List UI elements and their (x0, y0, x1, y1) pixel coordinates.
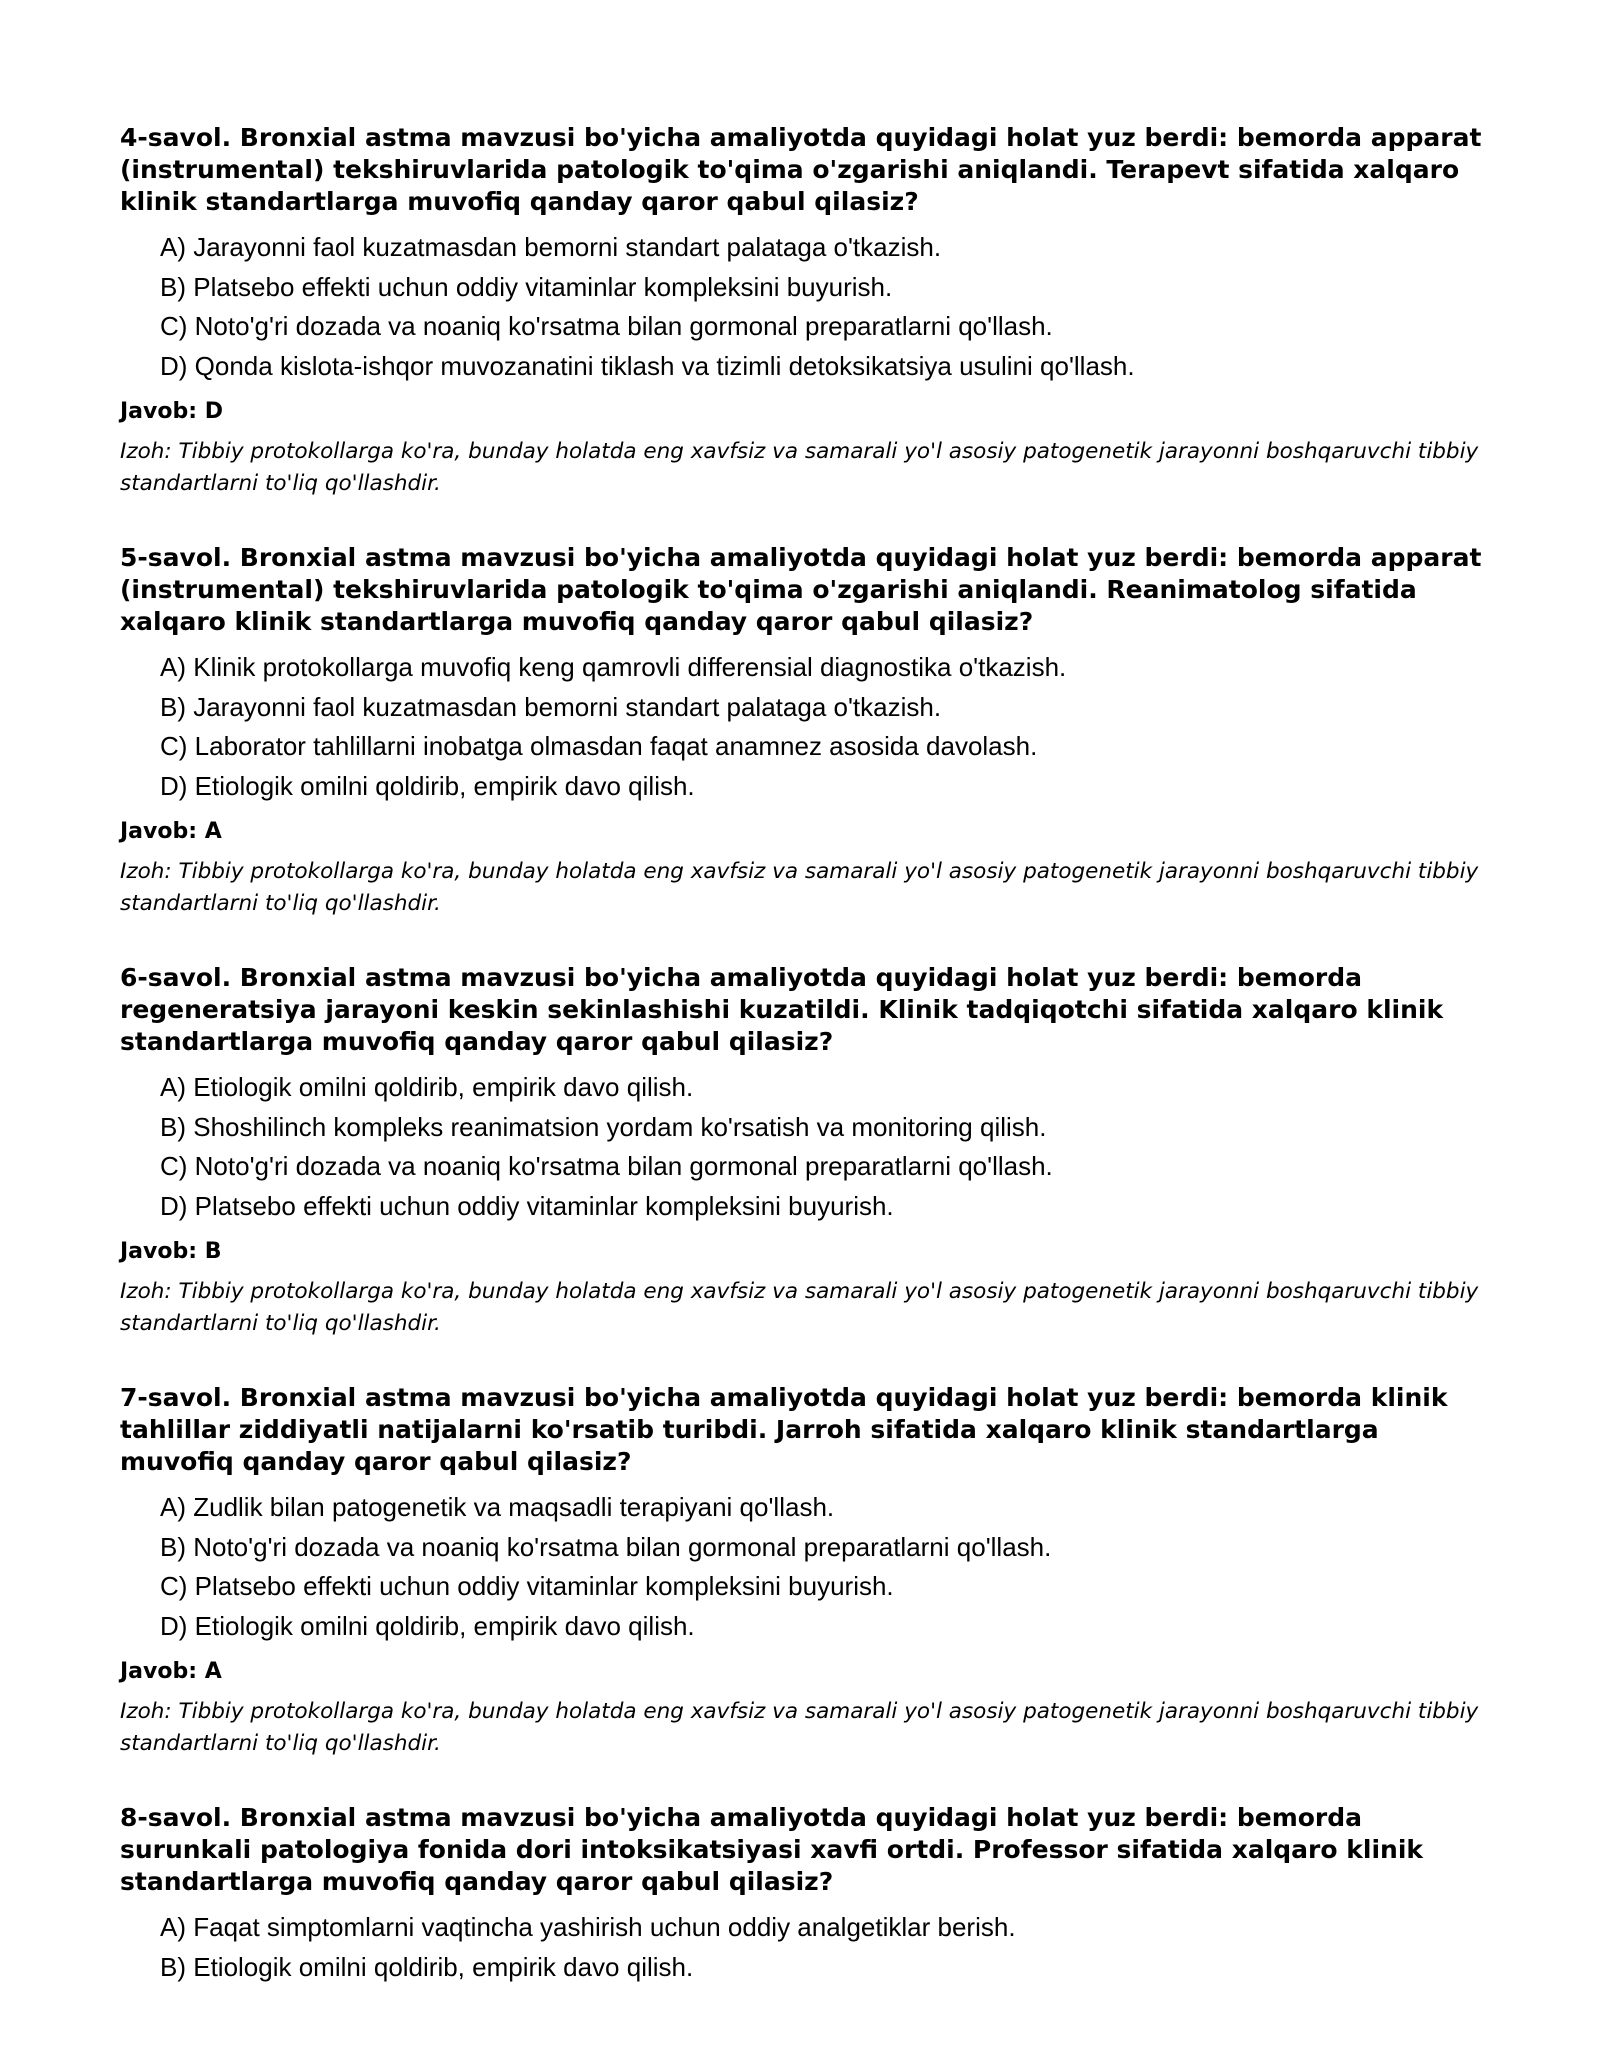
option-a: A) Zudlik bilan patogenetik va maqsadli terapiyani qo'llash. (160, 1492, 835, 1522)
option-d: D) Etiologik omilni qoldirib, empirik davo qilish. (160, 770, 695, 801)
option-b: B) Shoshilinch kompleks reanimatsion yordam ko'rsatish va monitoring qilish. (160, 1111, 1047, 1142)
answer-label: Javob: D (120, 399, 223, 424)
option-b: B) Platsebo effekti uchun oddiy vitaminlar kompleksini buyurish. (160, 271, 893, 302)
option-c: C) Noto'g'ri dozada va noaniq ko'rsatma bilan gormonal preparatlarni qo'llash. (160, 311, 1053, 341)
option-a: A) Etiologik omilni qoldirib, empirik davo qilish. (160, 1072, 694, 1102)
option-d: D) Etiologik omilni qoldirib, empirik davo qilish. (160, 1610, 695, 1641)
question-text: 7-savol. Bronxial astma mavzusi bo'yicha amaliyotda quyidagi holat yuz berdi: bemorda klinik tahlillar ziddiyatli natijalarni ko'rsatib turibdi. Jarroh sifatida xalqaro klinik standartlarga muvofiq qanday qaror qabul qilasiz? (120, 1383, 1448, 1476)
option-d: D) Qonda kislota-ishqor muvozanatini tiklash va tizimli detoksikatsiya usulini qo'llash. (160, 350, 1135, 381)
option-c: C) Noto'g'ri dozada va noaniq ko'rsatma bilan gormonal preparatlarni qo'llash. (160, 1151, 1053, 1181)
option-list (120, 1068, 1490, 1226)
question-7 (120, 1382, 1490, 1760)
question-4 (120, 122, 1490, 500)
option-a: A) Klinik protokollarga muvofiq keng qamrovli differensial diagnostika o'tkazish. (160, 652, 1067, 682)
option-a: A) Faqat simptomlarni vaqtincha yashirish uchun oddiy analgetiklar berish. (160, 1912, 1016, 1942)
option-list (120, 1908, 1490, 1987)
option-c: C) Platsebo effekti uchun oddiy vitaminlar kompleksini buyurish. (160, 1571, 894, 1601)
question-text: 6-savol. Bronxial astma mavzusi bo'yicha amaliyotda quyidagi holat yuz berdi: bemorda regeneratsiya jarayoni keskin sekinlashishi kuzatildi. Klinik tadqiqotchi sifatida xalqaro klinik standartlarga muvofiq qanday qaror qabul qilasiz? (120, 963, 1444, 1056)
option-list (120, 1488, 1490, 1646)
document-page (120, 122, 1490, 2029)
option-b: B) Noto'g'ri dozada va noaniq ko'rsatma bilan gormonal preparatlarni qo'llash. (160, 1531, 1052, 1562)
question-6 (120, 962, 1490, 1340)
explanation-note: Izoh: Tibbiy protokollarga ko'ra, bunday holatda eng xavfsiz va samarali yo'l asosiy patogenetik jarayonni boshqaruvchi tibbiy standartlarni to'liq qo'llashdir. (120, 859, 1479, 916)
question-8 (120, 1802, 1490, 1987)
option-d: D) Platsebo effekti uchun oddiy vitaminlar kompleksini buyurish. (160, 1190, 894, 1221)
option-b: B) Etiologik omilni qoldirib, empirik davo qilish. (160, 1951, 694, 1982)
answer-label: Javob: B (120, 1239, 222, 1264)
explanation-note: Izoh: Tibbiy protokollarga ko'ra, bunday holatda eng xavfsiz va samarali yo'l asosiy patogenetik jarayonni boshqaruvchi tibbiy standartlarni to'liq qo'llashdir. (120, 439, 1479, 496)
explanation-note: Izoh: Tibbiy protokollarga ko'ra, bunday holatda eng xavfsiz va samarali yo'l asosiy patogenetik jarayonni boshqaruvchi tibbiy standartlarni to'liq qo'llashdir. (120, 1279, 1479, 1336)
answer-label: Javob: A (120, 819, 222, 844)
question-5 (120, 542, 1490, 920)
option-a: A) Jarayonni faol kuzatmasdan bemorni standart palataga o'tkazish. (160, 232, 942, 262)
question-text: 5-savol. Bronxial astma mavzusi bo'yicha amaliyotda quyidagi holat yuz berdi: bemorda apparat (instrumental) tekshiruvlarida patologik to'qima o'zgarishi aniqlandi. Reanimatolog sifatida xalqaro klinik standartlarga muvofiq qanday qaror qabul qilasiz? (120, 543, 1482, 636)
option-list (120, 648, 1490, 806)
question-text: 4-savol. Bronxial astma mavzusi bo'yicha amaliyotda quyidagi holat yuz berdi: bemorda apparat (instrumental) tekshiruvlarida patologik to'qima o'zgarishi aniqlandi. Terapevt sifatida xalqaro klinik standartlarga muvofiq qanday qaror qabul qilasiz? (120, 123, 1482, 216)
option-c: C) Laborator tahlillarni inobatga olmasdan faqat anamnez asosida davolash. (160, 731, 1038, 761)
option-list (120, 228, 1490, 386)
answer-label: Javob: A (120, 1659, 222, 1684)
explanation-note: Izoh: Tibbiy protokollarga ko'ra, bunday holatda eng xavfsiz va samarali yo'l asosiy patogenetik jarayonni boshqaruvchi tibbiy standartlarni to'liq qo'llashdir. (120, 1699, 1479, 1756)
question-text: 8-savol. Bronxial astma mavzusi bo'yicha amaliyotda quyidagi holat yuz berdi: bemorda surunkali patologiya fonida dori intoksikatsiyasi xavfi ortdi. Professor sifatida xalqaro klinik standartlarga muvofiq qanday qaror qabul qilasiz? (120, 1803, 1424, 1896)
option-b: B) Jarayonni faol kuzatmasdan bemorni standart palataga o'tkazish. (160, 691, 942, 722)
